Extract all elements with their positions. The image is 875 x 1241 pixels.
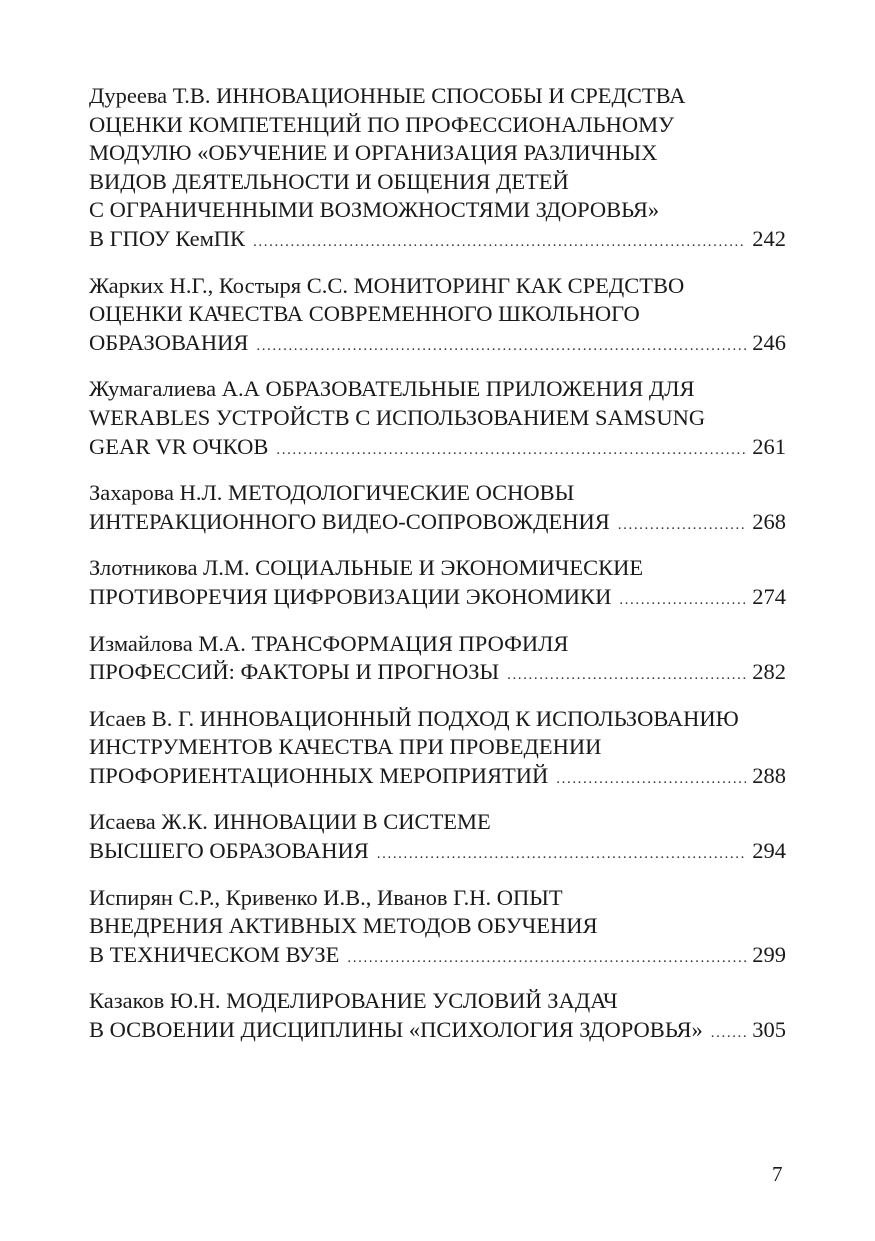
toc-entry[interactable]	[89, 554, 786, 611]
entry-title-line: ПРОФЕССИЙ: ФАКТОРЫ И ПРОГНОЗЫ	[89, 659, 500, 685]
entry-title-line: Дуреева Т.В. ИННОВАЦИОННЫЕ СПОСОБЫ И СРЕДСТВА	[89, 83, 686, 108]
entry-title-line: Измайлова М.А. ТРАНСФОРМАЦИЯ ПРОФИЛЯ	[89, 630, 569, 656]
entry-title-line: ОЦЕНКИ КАЧЕСТВА СОВРЕМЕННОГО ШКОЛЬНОГО	[89, 301, 640, 327]
entry-title-line: ИНСТРУМЕНТОВ КАЧЕСТВА ПРИ ПРОВЕДЕНИИ	[89, 734, 602, 760]
page-number: 294	[752, 838, 786, 864]
entry-title-line: Жумагалиева А.А ОБРАЗОВАТЕЛЬНЫЕ ПРИЛОЖЕНИЯ ДЛЯ	[89, 376, 695, 402]
entry-title-line: Исаев В. Г. ИННОВАЦИОННЫЙ ПОДХОД К ИСПОЛЬЗОВАНИЮ	[89, 705, 739, 731]
entry-title-line: В ТЕХНИЧЕСКОМ ВУЗЕ	[89, 941, 340, 967]
entry-last-line	[89, 837, 786, 866]
entry-title-line: ОЦЕНКИ КОМПЕТЕНЦИЙ ПО ПРОФЕССИОНАЛЬНОМУ	[89, 111, 674, 137]
entry-title-line: Казаков Ю.Н. МОДЕЛИРОВАНИЕ УСЛОВИЙ ЗАДАЧ	[89, 988, 618, 1014]
entry-last-line	[89, 433, 786, 462]
entry-title-line: Жарких Н.Г., Костыря С.С. МОНИТОРИНГ КАК СРЕДСТВО	[89, 272, 685, 298]
entry-title-line: В ОСВОЕНИИ ДИСЦИПЛИНЫ «ПСИХОЛОГИЯ ЗДОРОВЬЯ»	[89, 1017, 703, 1043]
entry-title-line: Исаева Ж.К. ИННОВАЦИИ В СИСТЕМЕ	[89, 809, 491, 835]
entry-title-line: ПРОФОРИЕНТАЦИОННЫХ МЕРОПРИЯТИЙ	[89, 762, 549, 788]
entry-title-line: ИНТЕРАКЦИОННОГО ВИДЕО-СОПРОВОЖДЕНИЯ	[89, 508, 610, 534]
toc-entry[interactable]	[89, 808, 786, 865]
page-number: 274	[752, 583, 786, 609]
page-number: 282	[752, 659, 786, 685]
toc-entry[interactable]	[89, 987, 786, 1044]
entry-title-line: Злотникова Л.М. СОЦИАЛЬНЫЕ И ЭКОНОМИЧЕСКИЕ	[89, 555, 644, 581]
dot-leader	[711, 1019, 746, 1045]
entry-last-line	[89, 329, 786, 358]
entry-title-line: С ОГРАНИЧЕННЫМИ ВОЗМОЖНОСТЯМИ ЗДОРОВЬЯ»	[89, 197, 660, 223]
entry-last-line	[89, 762, 786, 791]
dot-leader	[619, 586, 746, 612]
page-number: 288	[752, 762, 786, 788]
entry-last-line	[89, 583, 786, 612]
dot-leader	[377, 840, 746, 866]
page-number: 246	[752, 329, 786, 355]
page-folio-number: 7	[772, 1162, 783, 1186]
entry-title-line: В ГПОУ КемПК	[89, 225, 246, 251]
entry-title-line: Захарова Н.Л. МЕТОДОЛОГИЧЕСКИЕ ОСНОВЫ	[89, 480, 575, 506]
entry-title-line: Испирян С.Р., Кривенко И.В., Иванов Г.Н. ОПЫТ	[89, 884, 563, 910]
toc-entry[interactable]	[89, 630, 786, 687]
entry-title-line: МОДУЛЮ «ОБУЧЕНИЕ И ОРГАНИЗАЦИЯ РАЗЛИЧНЫХ	[89, 140, 658, 166]
toc-entry[interactable]	[89, 375, 786, 461]
dot-leader	[618, 511, 746, 537]
dot-leader	[276, 436, 746, 462]
entry-title-line: ВЫСШЕГО ОБРАЗОВАНИЯ	[89, 838, 369, 864]
page-number: 299	[752, 941, 786, 967]
toc-entry[interactable]	[89, 479, 786, 536]
toc-entry[interactable]	[89, 272, 786, 358]
page-number: 268	[752, 508, 786, 534]
dot-leader	[253, 228, 746, 254]
page-number: 242	[752, 225, 786, 251]
table-of-contents	[89, 82, 786, 1063]
toc-entry[interactable]	[89, 82, 786, 254]
dot-leader	[507, 661, 746, 687]
page-number: 305	[752, 1017, 786, 1043]
entry-title-line: ОБРАЗОВАНИЯ	[89, 329, 249, 355]
entry-last-line	[89, 225, 786, 254]
entry-title-line: GEAR VR ОЧКОВ	[89, 433, 269, 459]
entry-last-line	[89, 1016, 786, 1045]
entry-last-line	[89, 941, 786, 970]
dot-leader	[556, 765, 746, 791]
dot-leader	[256, 332, 746, 358]
entry-title-line: ВНЕДРЕНИЯ АКТИВНЫХ МЕТОДОВ ОБУЧЕНИЯ	[89, 913, 598, 939]
entry-last-line	[89, 658, 786, 687]
toc-entry[interactable]	[89, 705, 786, 791]
dot-leader	[347, 944, 746, 970]
entry-last-line	[89, 508, 786, 537]
entry-title-line: WERABLES УСТРОЙСТВ С ИСПОЛЬЗОВАНИЕМ SAMSUNG	[89, 404, 706, 430]
toc-entry[interactable]	[89, 884, 786, 970]
page-number: 261	[752, 433, 786, 459]
entry-title-line: ПРОТИВОРЕЧИЯ ЦИФРОВИЗАЦИИ ЭКОНОМИКИ	[89, 583, 612, 609]
entry-title-line: ВИДОВ ДЕЯТЕЛЬНОСТИ И ОБЩЕНИЯ ДЕТЕЙ	[89, 168, 569, 194]
